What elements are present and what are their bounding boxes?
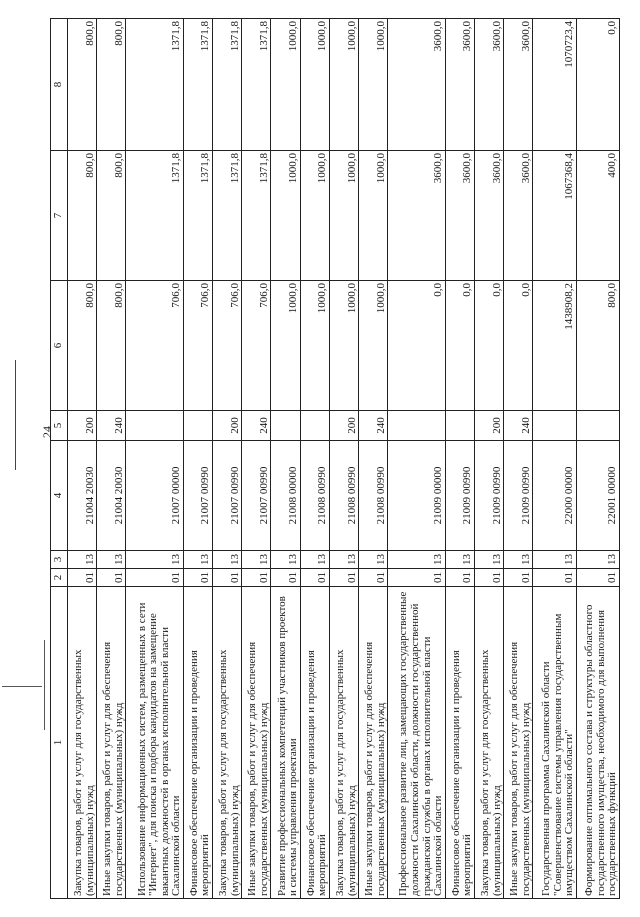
cell-vr <box>445 411 474 441</box>
cell-name: Иные закупки товаров, работ и услуг для обеспечения государственных (муниципальных) нужд <box>242 587 271 899</box>
cell-pr: 13 <box>388 551 445 569</box>
column-number-row <box>51 19 68 899</box>
cell-v2020: 800,0 <box>97 19 126 151</box>
cell-rz: 01 <box>504 569 533 587</box>
cell-name: Развитие профессиональных компетенций участников проектов и системы управления проектами <box>271 587 300 899</box>
cell-v2019: 800,0 <box>97 151 126 281</box>
cell-v2020: 1371,8 <box>126 19 183 151</box>
cell-v2019: 400,0 <box>576 151 619 281</box>
cell-vr: 240 <box>504 411 533 441</box>
cell-csr: 21007 00990 <box>183 441 212 551</box>
table-row <box>576 19 619 899</box>
cell-rz: 01 <box>359 569 388 587</box>
cell-v2019: 1000,0 <box>329 151 358 281</box>
table-row <box>474 19 503 899</box>
cell-name: Финансовое обеспечение организации и проведения мероприятий <box>445 587 474 899</box>
cell-v2020: 3600,0 <box>474 19 503 151</box>
cell-v2019: 1371,8 <box>183 151 212 281</box>
cell-rz: 01 <box>68 569 97 587</box>
margin-line <box>44 640 45 730</box>
cell-v2019: 1371,8 <box>242 151 271 281</box>
cell-v2019: 3600,0 <box>504 151 533 281</box>
cell-csr: 21009 00990 <box>474 441 503 551</box>
table-row <box>271 19 300 899</box>
cell-v2018: 0,0 <box>388 281 445 411</box>
cell-v2018: 1000,0 <box>300 281 329 411</box>
cell-v2019: 1371,8 <box>126 151 183 281</box>
cell-name: Иные закупки товаров, работ и услуг для обеспечения государственных (муниципальных) нужд <box>97 587 126 899</box>
column-header: 3 <box>51 551 68 569</box>
cell-pr: 13 <box>126 551 183 569</box>
cell-name: Закупка товаров, работ и услуг для государственных (муниципальных) нужд <box>68 587 97 899</box>
cell-v2019: 1000,0 <box>300 151 329 281</box>
cell-pr: 13 <box>359 551 388 569</box>
cell-rz: 01 <box>474 569 503 587</box>
table-row <box>242 19 271 899</box>
cell-csr: 21009 00000 <box>388 441 445 551</box>
cell-v2018: 706,0 <box>183 281 212 411</box>
cell-v2020: 1000,0 <box>359 19 388 151</box>
margin-dash <box>2 686 42 687</box>
cell-vr <box>300 411 329 441</box>
table-row <box>445 19 474 899</box>
cell-name: Закупка товаров, работ и услуг для государственных (муниципальных) нужд <box>474 587 503 899</box>
cell-v2020: 800,0 <box>68 19 97 151</box>
cell-rz: 01 <box>242 569 271 587</box>
cell-vr <box>271 411 300 441</box>
cell-csr: 21009 00990 <box>504 441 533 551</box>
cell-v2020: 1000,0 <box>329 19 358 151</box>
cell-v2020: 1371,8 <box>212 19 241 151</box>
table-row <box>68 19 97 899</box>
cell-rz: 01 <box>300 569 329 587</box>
column-header: 7 <box>51 151 68 281</box>
cell-rz: 01 <box>271 569 300 587</box>
cell-name: Иные закупки товаров, работ и услуг для обеспечения государственных (муниципальных) нужд <box>504 587 533 899</box>
cell-pr: 13 <box>97 551 126 569</box>
cell-rz: 01 <box>576 569 619 587</box>
table-row <box>212 19 241 899</box>
cell-v2018: 1000,0 <box>329 281 358 411</box>
cell-v2018: 706,0 <box>212 281 241 411</box>
cell-vr: 200 <box>329 411 358 441</box>
cell-pr: 13 <box>68 551 97 569</box>
cell-vr <box>576 411 619 441</box>
cell-v2018: 706,0 <box>126 281 183 411</box>
cell-csr: 21008 00000 <box>271 441 300 551</box>
cell-pr: 13 <box>445 551 474 569</box>
cell-v2018: 0,0 <box>474 281 503 411</box>
cell-vr <box>183 411 212 441</box>
cell-v2018: 1000,0 <box>359 281 388 411</box>
cell-v2018: 1438908,2 <box>533 281 576 411</box>
cell-v2018: 800,0 <box>68 281 97 411</box>
cell-pr: 13 <box>504 551 533 569</box>
cell-v2019: 3600,0 <box>474 151 503 281</box>
cell-name: Закупка товаров, работ и услуг для государственных (муниципальных) нужд <box>212 587 241 899</box>
cell-rz: 01 <box>97 569 126 587</box>
cell-name: Формирование оптимального состава и структуры областного государственного имущества, необходимого для выполнения государственных функций <box>576 587 619 899</box>
cell-csr: 21008 00990 <box>300 441 329 551</box>
cell-v2019: 3600,0 <box>388 151 445 281</box>
cell-v2020: 3600,0 <box>388 19 445 151</box>
cell-rz: 01 <box>445 569 474 587</box>
cell-csr: 21004 20030 <box>97 441 126 551</box>
cell-vr: 200 <box>212 411 241 441</box>
cell-pr: 13 <box>533 551 576 569</box>
cell-vr: 200 <box>474 411 503 441</box>
cell-name: Государственная программа Сахалинской области "Совершенствование системы управления государственным имуществом Сахалинской области" <box>533 587 576 899</box>
cell-vr: 200 <box>68 411 97 441</box>
cell-pr: 13 <box>271 551 300 569</box>
table-row <box>300 19 329 899</box>
cell-vr: 240 <box>242 411 271 441</box>
cell-v2019: 1067368,4 <box>533 151 576 281</box>
table-row <box>533 19 576 899</box>
cell-v2020: 1371,8 <box>242 19 271 151</box>
table-row <box>504 19 533 899</box>
cell-rz: 01 <box>183 569 212 587</box>
cell-vr <box>388 411 445 441</box>
table-row <box>359 19 388 899</box>
cell-vr: 240 <box>97 411 126 441</box>
table-row <box>388 19 445 899</box>
rotated-table-container <box>50 19 620 899</box>
cell-rz: 01 <box>388 569 445 587</box>
cell-vr <box>126 411 183 441</box>
table-row <box>183 19 212 899</box>
cell-rz: 01 <box>533 569 576 587</box>
column-header: 6 <box>51 281 68 411</box>
cell-pr: 13 <box>242 551 271 569</box>
cell-name: Финансовое обеспечение организации и проведения мероприятий <box>183 587 212 899</box>
cell-name: Использование информационных систем, размещенных в сети "Интернет", для поиска и подбора кандидатов на замещение вакантных должностей в органах исполнительной власти Сахалинской области <box>126 587 183 899</box>
table-row <box>97 19 126 899</box>
cell-vr: 240 <box>359 411 388 441</box>
column-header: 8 <box>51 19 68 151</box>
cell-v2020: 3600,0 <box>504 19 533 151</box>
cell-v2020: 0,0 <box>576 19 619 151</box>
margin-line <box>15 360 16 470</box>
column-header: 5 <box>51 411 68 441</box>
cell-v2018: 0,0 <box>504 281 533 411</box>
cell-csr: 22000 00000 <box>533 441 576 551</box>
cell-v2019: 3600,0 <box>445 151 474 281</box>
column-header: 2 <box>51 569 68 587</box>
cell-pr: 13 <box>329 551 358 569</box>
cell-csr: 21009 00990 <box>445 441 474 551</box>
table-row <box>126 19 183 899</box>
cell-csr: 21008 00990 <box>359 441 388 551</box>
cell-pr: 13 <box>183 551 212 569</box>
cell-pr: 13 <box>576 551 619 569</box>
cell-csr: 22001 00000 <box>576 441 619 551</box>
column-header: 1 <box>51 587 68 899</box>
cell-pr: 13 <box>212 551 241 569</box>
cell-v2019: 1371,8 <box>212 151 241 281</box>
cell-rz: 01 <box>126 569 183 587</box>
cell-v2018: 800,0 <box>97 281 126 411</box>
cell-rz: 01 <box>329 569 358 587</box>
cell-v2020: 1371,8 <box>183 19 212 151</box>
cell-v2018: 706,0 <box>242 281 271 411</box>
cell-csr: 21007 00990 <box>212 441 241 551</box>
column-header: 4 <box>51 441 68 551</box>
cell-v2020: 1070723,4 <box>533 19 576 151</box>
cell-v2020: 1000,0 <box>271 19 300 151</box>
cell-v2019: 800,0 <box>68 151 97 281</box>
cell-v2019: 1000,0 <box>271 151 300 281</box>
cell-v2018: 800,0 <box>576 281 619 411</box>
cell-v2020: 1000,0 <box>300 19 329 151</box>
cell-v2020: 3600,0 <box>445 19 474 151</box>
cell-name: Иные закупки товаров, работ и услуг для обеспечения государственных (муниципальных) нужд <box>359 587 388 899</box>
cell-rz: 01 <box>212 569 241 587</box>
cell-v2018: 1000,0 <box>271 281 300 411</box>
cell-pr: 13 <box>300 551 329 569</box>
cell-csr: 21007 00000 <box>126 441 183 551</box>
cell-name: Профессиональное развитие лиц, замещающих государственные должности Сахалинской области, должности государственной гражданской службы в органах исполнительной власти Сахалинской области <box>388 587 445 899</box>
cell-name: Финансовое обеспечение организации и проведения мероприятий <box>300 587 329 899</box>
cell-vr <box>533 411 576 441</box>
cell-csr: 21007 00990 <box>242 441 271 551</box>
page-number: 24 <box>40 426 54 438</box>
budget-table <box>50 18 620 899</box>
table-row <box>329 19 358 899</box>
cell-pr: 13 <box>474 551 503 569</box>
cell-csr: 21008 00990 <box>329 441 358 551</box>
cell-csr: 21004 20030 <box>68 441 97 551</box>
cell-v2018: 0,0 <box>445 281 474 411</box>
cell-name: Закупка товаров, работ и услуг для государственных (муниципальных) нужд <box>329 587 358 899</box>
cell-v2019: 1000,0 <box>359 151 388 281</box>
